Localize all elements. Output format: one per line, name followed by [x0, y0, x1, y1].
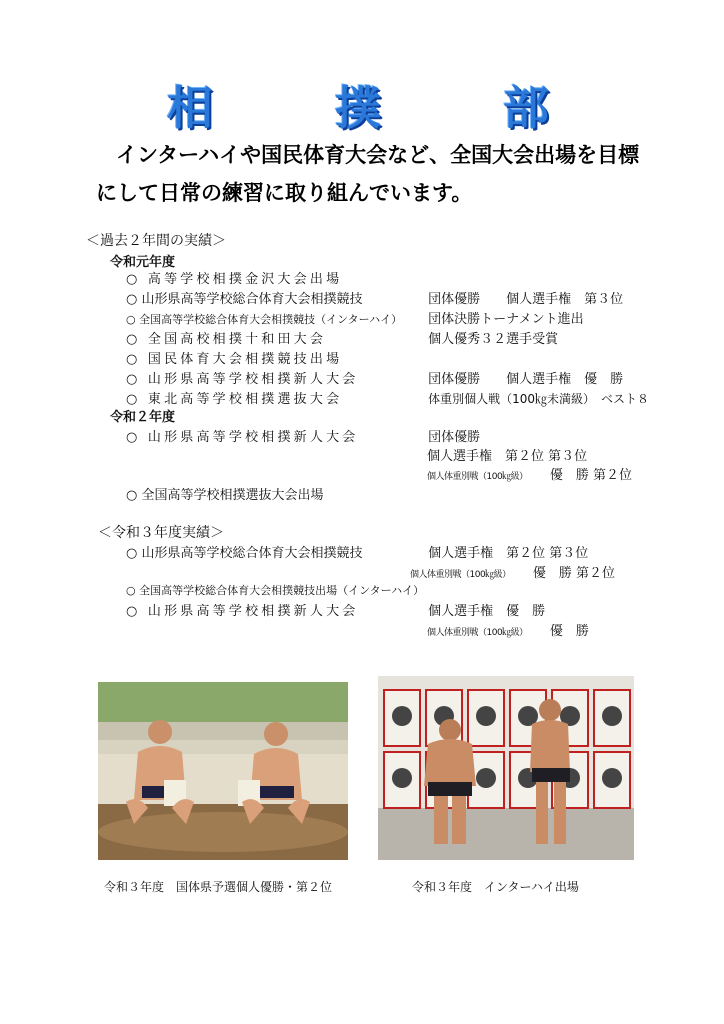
event-name: ○ 東北高等学校相撲選抜大会 [126, 392, 343, 407]
event-name: ○ 全国高等学校総合体育大会相撲競技出場（インターハイ） [126, 584, 425, 597]
event-result: 団体優勝 個人選手権 第３位 [428, 292, 624, 307]
year-heading-r1: 令和元年度 [110, 255, 176, 270]
intro-line-1: インターハイや国民体育大会など、全国大会出場を目標 [116, 143, 640, 167]
event-result-extra [427, 620, 589, 639]
intro-text [96, 136, 696, 212]
event-result: 個人選手権 第２位 第３位 [428, 546, 589, 561]
result-row [126, 268, 428, 288]
result-row [126, 542, 588, 562]
past-results-header: ＜過去２年間の実績＞ [86, 233, 226, 249]
weight-class-result: 優 勝 第２位 [532, 566, 615, 581]
event-result: 体重別個人戦（100㎏未満級） ベスト８ [428, 392, 650, 406]
event-name: ○ 高等学校相撲金沢大会出場 [126, 272, 343, 287]
event-result-extra [410, 562, 615, 581]
event-result: 団体決勝トーナメント進出 [428, 312, 584, 327]
event-name: ○ 全国高校相撲十和田大会 [126, 332, 327, 347]
r3-results-header: ＜令和３年度実績＞ [98, 525, 224, 541]
result-row [126, 348, 428, 368]
photo-caption-right: 令和３年度 インターハイ出場 [412, 880, 579, 894]
event-name: ○ 山形県高等学校総合体育大会相撲競技 [126, 546, 363, 561]
result-row [126, 368, 623, 388]
result-row [126, 426, 480, 446]
result-row [126, 328, 558, 348]
page-title: 相 撲 部 [167, 81, 587, 135]
result-row [126, 388, 649, 408]
event-name: ○ 全国高等学校相撲選抜大会出場 [126, 488, 324, 503]
event-result-extra [427, 464, 632, 483]
photo-interhigh [378, 676, 634, 860]
photo-caption-left: 令和３年度 国体県予選個人優勝・第２位 [104, 880, 333, 894]
event-result: 個人優秀３２選手受賞 [428, 332, 559, 347]
weight-class-label: 個人体重別戦（100㎏級） [427, 628, 528, 638]
event-result: 団体優勝 個人選手権 優 勝 [428, 372, 624, 387]
result-row [126, 308, 584, 328]
weight-class-result: 優 勝 [549, 624, 589, 639]
event-result: 団体優勝 [428, 430, 481, 445]
event-result: 個人選手権 優 勝 [428, 604, 546, 619]
event-name: ○ 山形県高等学校相撲新人大会 [126, 372, 359, 387]
event-name: ○ 国民体育大会相撲競技出場 [126, 352, 343, 367]
event-name: ○ 山形県高等学校相撲新人大会 [126, 430, 359, 445]
intro-line-2: にして日常の練習に取り組んでいます。 [96, 181, 473, 205]
year-heading-r2: 令和２年度 [110, 410, 176, 425]
photo-kokutai-qualifier [98, 682, 348, 860]
event-name: ○ 全国高等学校総合体育大会相撲競技（インターハイ） [126, 313, 403, 326]
result-row [126, 484, 428, 504]
weight-class-label: 個人体重別戦（100㎏級） [427, 472, 528, 482]
weight-class-result: 優 勝 第２位 [549, 468, 632, 483]
result-row [126, 582, 428, 602]
weight-class-label: 個人体重別戦（100㎏級） [410, 570, 511, 580]
result-row [126, 600, 545, 620]
event-name: ○ 山形県高等学校総合体育大会相撲競技 [126, 292, 363, 307]
event-name: ○ 山形県高等学校相撲新人大会 [126, 604, 359, 619]
result-row [126, 288, 623, 308]
event-result-extra: 個人選手権 第２位 第３位 [427, 449, 588, 464]
